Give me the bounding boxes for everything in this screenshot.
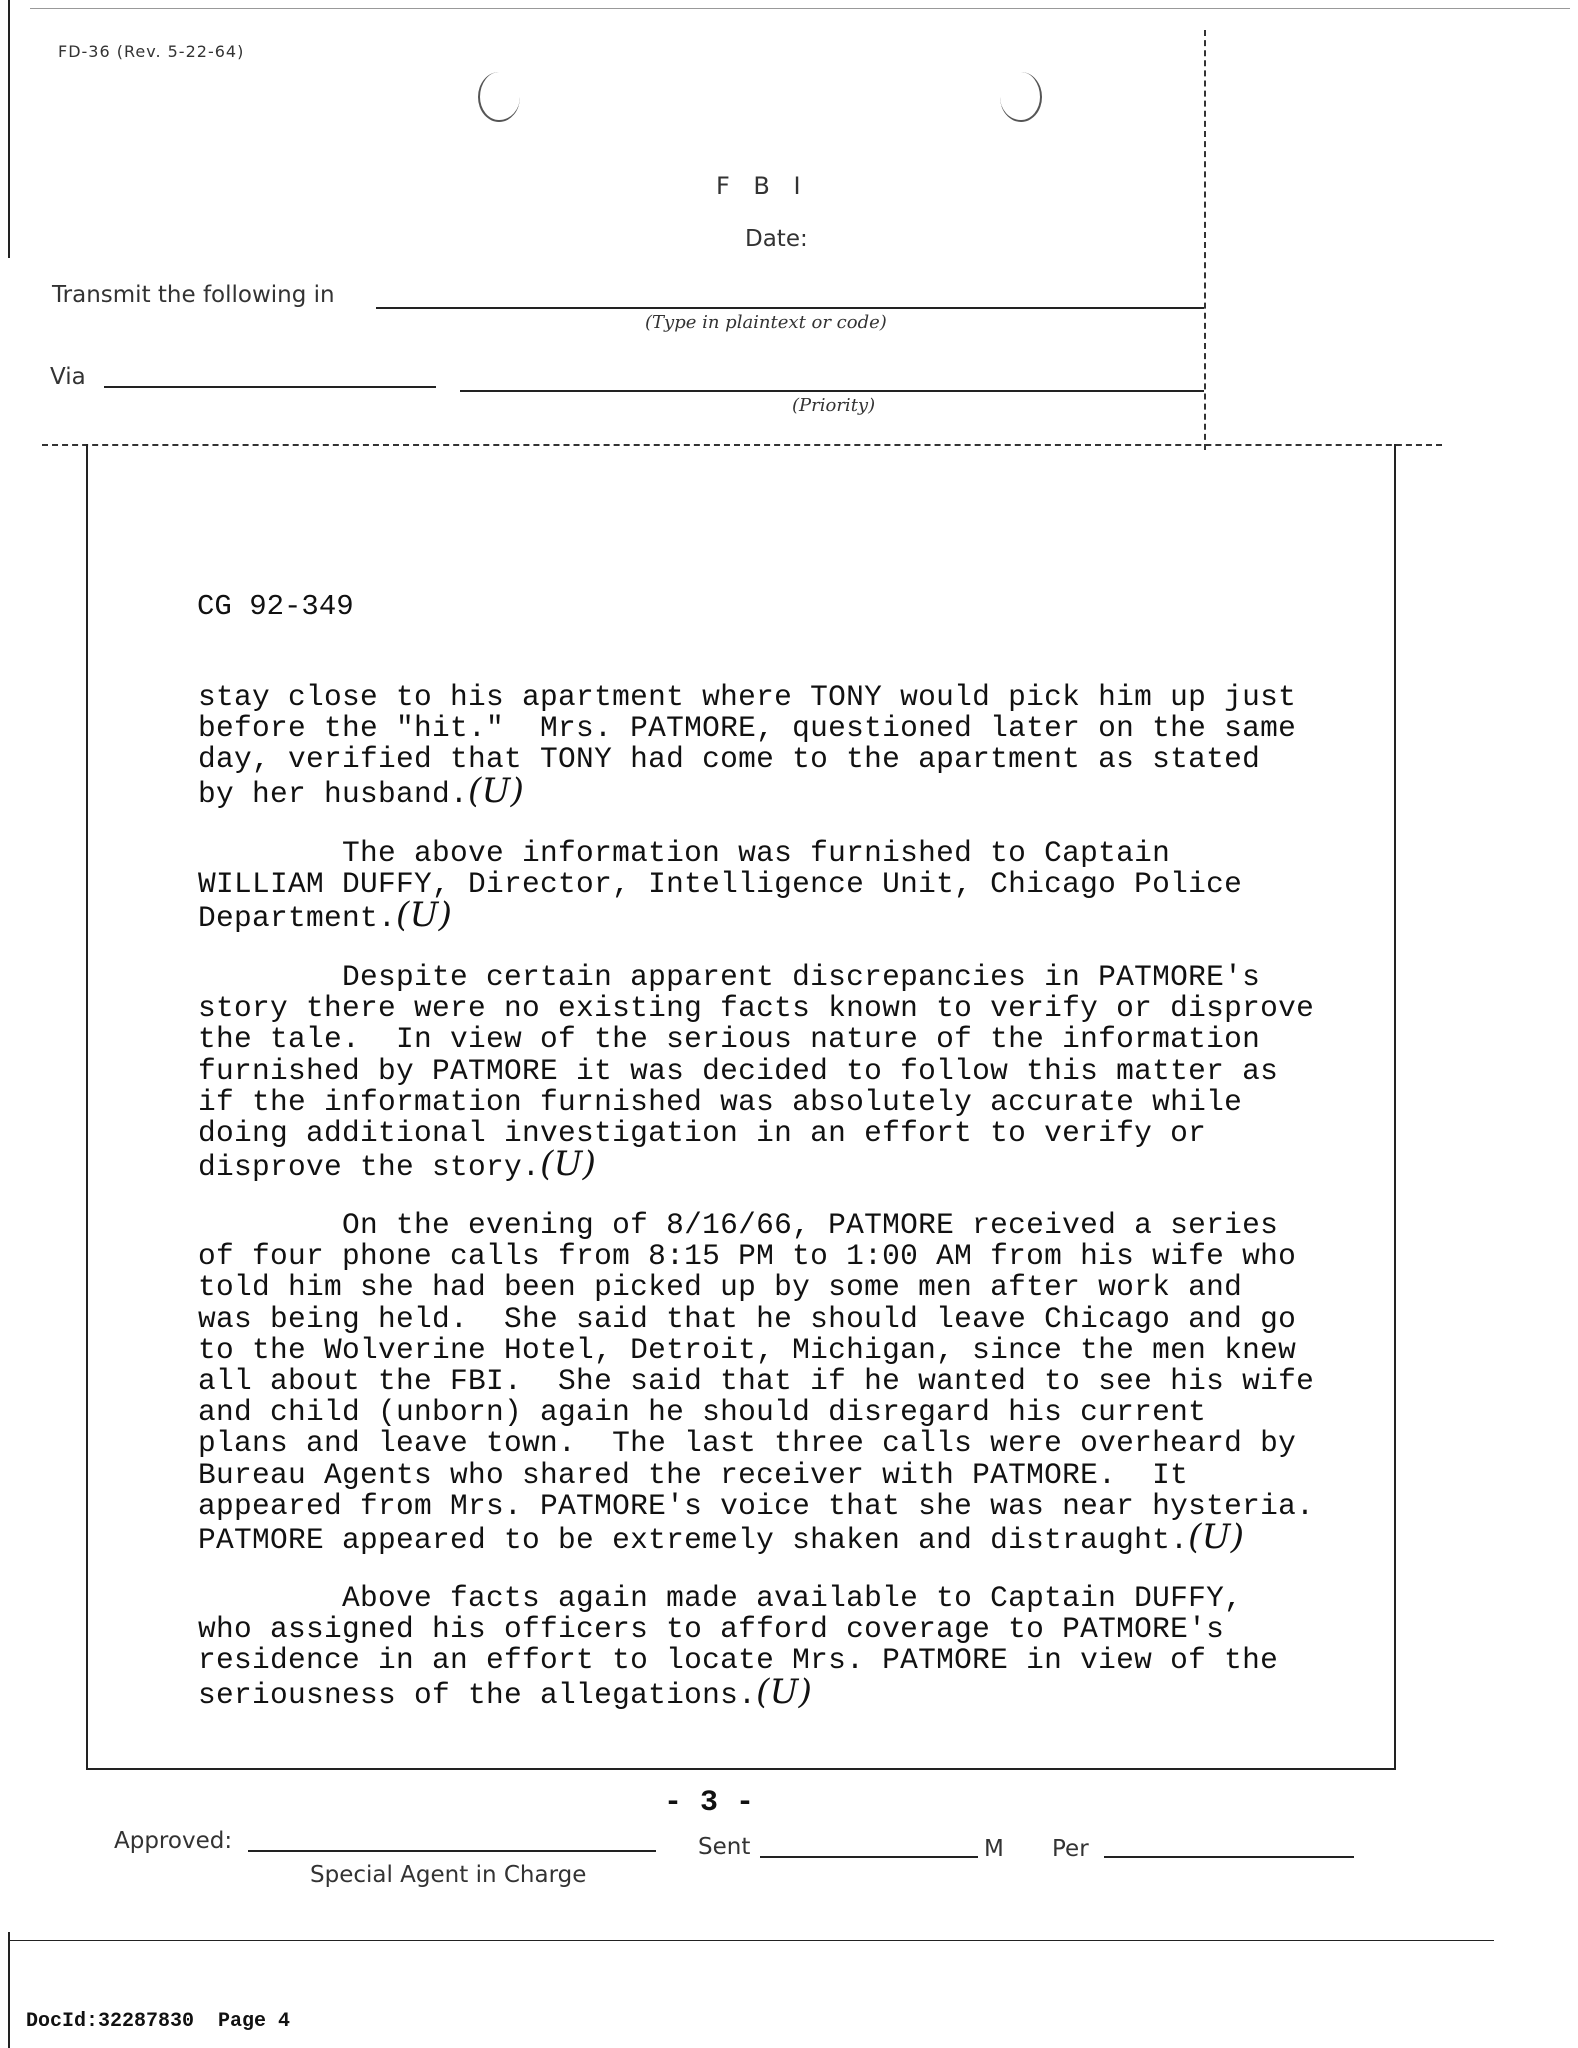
per-label: Per [1052, 1836, 1089, 1862]
paragraph-line [198, 1517, 1378, 1558]
paragraph-line: Bureau Agents who shared the receiver with PATMORE. It [198, 1457, 1189, 1492]
paragraph-line: On the evening of 8/16/66, PATMORE received a series [198, 1208, 1279, 1242]
transmit-label: Transmit the following in [52, 282, 335, 308]
paragraph-line: of four phone calls from 8:15 PM to 1:00 AM from his wife who [198, 1239, 1297, 1274]
paragraph-line [198, 895, 1378, 936]
top-edge-line [30, 8, 1570, 9]
sent-label: Sent [698, 1834, 751, 1860]
paragraph-line: was being held. She said that he should leave Chicago and go [198, 1301, 1297, 1336]
paragraph-line: to the Wolverine Hotel, Detroit, Michigan, since the men knew [198, 1332, 1297, 1367]
paragraph-line: before the "hit." Mrs. PATMORE, questioned later on the same [198, 711, 1297, 746]
doc-id: DocId:32287830 Page 4 [26, 2010, 291, 2033]
bottom-rule [8, 1940, 1494, 1941]
paragraph-line: doing additional investigation in an effort to verify or [198, 1116, 1207, 1151]
paragraph-line: furnished by PATMORE it was decided to follow this matter as [198, 1053, 1279, 1088]
paragraph-line: day, verified that TONY had come to the apartment as stated [198, 742, 1261, 777]
approved-label: Approved: [114, 1828, 233, 1854]
paragraph [198, 682, 1378, 810]
form-id: FD-36 (Rev. 5-22-64) [58, 42, 245, 61]
paragraph-line: WILLIAM DUFFY, Director, Intelligence Unit, Chicago Police [198, 867, 1243, 902]
page-marker: - 3 - [664, 1786, 755, 1820]
paragraph-line: Above facts again made available to Captain DUFFY, [198, 1581, 1243, 1615]
sac-label: Special Agent in Charge [310, 1862, 587, 1888]
transmit-hint: (Type in plaintext or code) [645, 312, 887, 333]
paragraph-line: The above information was furnished to Captain [198, 836, 1171, 870]
m-label: M [984, 1836, 1004, 1862]
left-edge-line [8, 0, 10, 258]
punch-hole-left [478, 72, 520, 122]
paragraph [198, 1210, 1378, 1556]
classification-mark: (U) [540, 1144, 597, 1185]
header-right-divider [1204, 30, 1207, 450]
classification-mark: (U) [396, 895, 453, 936]
paragraph-line [198, 1144, 1378, 1185]
priority-hint: (Priority) [792, 395, 876, 416]
paragraph-line: if the information furnished was absolutely accurate while [198, 1084, 1243, 1119]
via-field[interactable] [104, 386, 436, 388]
via-label: Via [50, 364, 86, 390]
paragraph-line: who assigned his officers to afford coverage to PATMORE's [198, 1612, 1225, 1647]
classification-mark: (U) [756, 1671, 813, 1712]
classification-mark: (U) [1188, 1517, 1245, 1558]
line-text: seriousness of the allegations. [198, 1677, 757, 1712]
sent-field[interactable] [760, 1856, 978, 1858]
paragraph-line: and child (unborn) again he should disregard his current [198, 1395, 1207, 1430]
classification-mark: (U) [468, 770, 525, 811]
bottom-left-edge [8, 1932, 10, 2048]
paragraph-line: all about the FBI. She said that if he wanted to see his wife [198, 1364, 1315, 1399]
paragraph [198, 1583, 1378, 1711]
line-text: Department. [198, 901, 397, 936]
paragraph-line [198, 770, 1378, 811]
approved-field[interactable] [248, 1850, 656, 1852]
per-field[interactable] [1104, 1856, 1354, 1858]
paragraph-line: stay close to his apartment where TONY would pick him up just [198, 680, 1297, 714]
paragraph-line: residence in an effort to locate Mrs. PATMORE in view of the [198, 1643, 1279, 1678]
paragraph [198, 962, 1378, 1183]
paragraph-line: the tale. In view of the serious nature of the information [198, 1022, 1261, 1057]
line-text: PATMORE appeared to be extremely shaken and distraught. [198, 1523, 1189, 1558]
line-text: disprove the story. [198, 1150, 541, 1185]
agency-title: F B I [716, 172, 809, 200]
transmit-field[interactable] [376, 307, 1204, 309]
paragraph-line [198, 1671, 1378, 1712]
file-number: CG 92-349 [197, 590, 354, 623]
paragraph-line: plans and leave town. The last three calls were overheard by [198, 1426, 1297, 1461]
punch-hole-right [1000, 72, 1042, 122]
date-label: Date: [745, 226, 808, 252]
line-text: by her husband. [198, 776, 469, 811]
paragraph [198, 838, 1378, 935]
paragraph-line: told him she had been picked up by some men after work and [198, 1270, 1243, 1305]
paragraph-line: story there were no existing facts known to verify or disprove [198, 991, 1315, 1026]
paragraph-line: Despite certain apparent discrepancies in PATMORE's [198, 960, 1261, 994]
paragraph-line: appeared from Mrs. PATMORE's voice that she was near hysteria. [198, 1488, 1315, 1523]
priority-field[interactable] [460, 390, 1204, 392]
